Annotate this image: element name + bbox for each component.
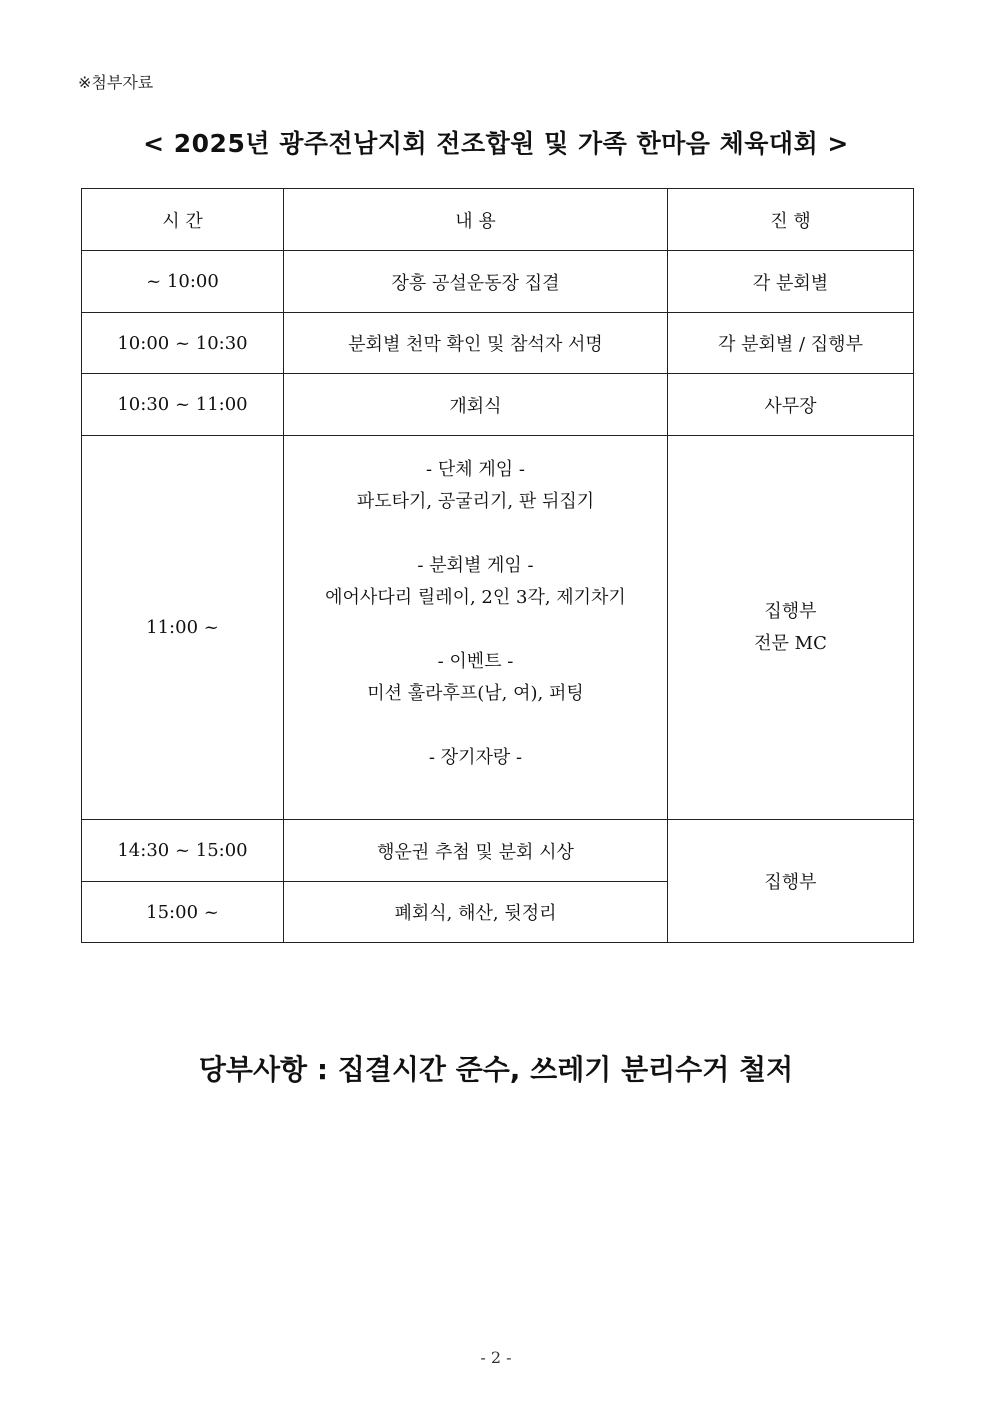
- schedule-table: [81, 188, 914, 943]
- page-number: - 2 -: [480, 1348, 512, 1367]
- content-cell: 개회식: [284, 374, 668, 436]
- header-content: 내 용: [284, 189, 668, 251]
- game-list: 미션 훌라후프(남, 여), 퍼팅: [367, 682, 584, 704]
- host-cell: 사무장: [668, 374, 914, 436]
- content-cell: 폐회식, 해산, 뒷정리: [284, 882, 668, 943]
- game-heading: - 장기자랑 -: [428, 746, 523, 768]
- content-cell: 행운권 추첨 및 분회 시상: [284, 820, 668, 882]
- host-cell: 집행부: [668, 820, 914, 943]
- table-row: [82, 436, 914, 820]
- table-header-row: [82, 189, 914, 251]
- header-time: 시 간: [82, 189, 284, 251]
- time-cell: 14:30 ~ 15:00: [82, 820, 284, 882]
- game-list: 에어사다리 릴레이, 2인 3각, 제기차기: [325, 586, 626, 608]
- host-line: 집행부: [764, 600, 817, 622]
- game-heading: - 분회별 게임 -: [417, 554, 534, 576]
- content-cell: 분회별 천막 확인 및 참석자 서명: [284, 313, 668, 374]
- game-list: 파도타기, 공굴리기, 판 뒤집기: [356, 490, 595, 512]
- time-cell: 10:30 ~ 11:00: [82, 374, 284, 436]
- host-cell: 각 분회별 / 집행부: [668, 313, 914, 374]
- table-row: [82, 820, 914, 882]
- game-heading: - 이벤트 -: [437, 650, 514, 672]
- table-row: [82, 374, 914, 436]
- header-host: 진 행: [668, 189, 914, 251]
- time-cell: ~ 10:00: [82, 251, 284, 313]
- table-row: [82, 251, 914, 313]
- table-row: [82, 313, 914, 374]
- content-cell: 장흥 공설운동장 집결: [284, 251, 668, 313]
- time-cell: 11:00 ~: [82, 436, 284, 820]
- game-heading: - 단체 게임 -: [426, 458, 525, 480]
- notice-text: 당부사항 : 집결시간 준수, 쓰레기 분리수거 철저: [198, 1053, 794, 1086]
- host-cell: [668, 436, 914, 820]
- host-line: 전문 MC: [754, 632, 827, 654]
- attachment-label: ※첨부자료: [78, 73, 154, 92]
- document-title: < 2025년 광주전남지회 전조합원 및 가족 한마음 체육대회 >: [143, 129, 849, 158]
- content-cell: [284, 436, 668, 820]
- time-cell: 10:00 ~ 10:30: [82, 313, 284, 374]
- host-cell: 각 분회별: [668, 251, 914, 313]
- time-cell: 15:00 ~: [82, 882, 284, 943]
